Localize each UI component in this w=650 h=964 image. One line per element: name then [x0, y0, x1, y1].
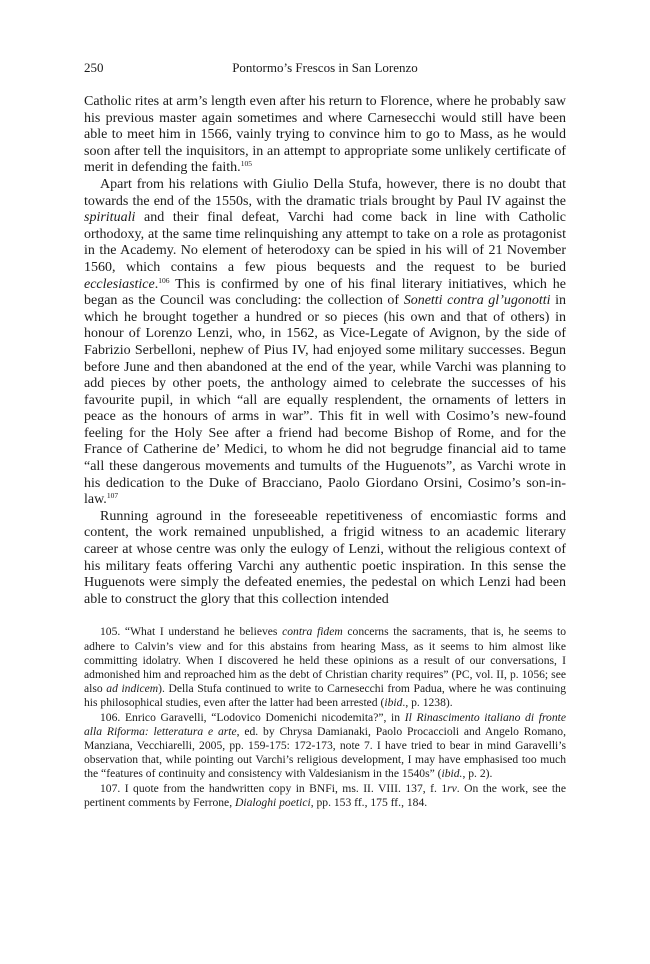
book-page [84, 60, 566, 810]
italic-spirituali: spirituali [84, 210, 136, 226]
italic-ibid: ibid [384, 696, 403, 710]
running-head [84, 60, 566, 78]
running-title: Pontormo’s Frescos in San Lorenzo [232, 60, 418, 75]
footnote-105-text-e: ). Della Stufa continued to write to Carnesecchi from Padua, where he was continuing his philosophical studies, even after the latter had been arrested ( [84, 682, 566, 710]
paragraph-2: Apart from his relations with Giulio Della Stufa, however, there is no doubt that towards the end of the 1550s, with the dramatic trials brought by Paul IV against the spirituali and their final defeat, Varchi had come back in line with Catholic orthodoxy, at the same time relinquishing any attempt to take on a role as protagonist in the Academy. No element of heterodoxy can be spied in his will of 21 November 1560, which contains a few pious bequests and the request to be buried ecclesiastice.$^{106}$ This is confirmed by one of his final literary initiatives, which he began as the Council was concluding: the collection of Sonetti contra gl’ugonotti in which he brought together a hundred or so pieces (his own and that of others) in honour of Lorenzo Lenzi, who, in 1562, as Vice-Legate of Avignon, by the side of Fabrizio Serbelloni, nephew of Pius IV, had enjoyed some military successes. Begun before June and then abandoned at the end of the year, while Varchi was planning to add pieces by other poets, the anthology aimed to celebrate the successes of his favourite pupil, in which “all are equally resplendent, the ornaments of letters in peace as the honours of arms in war”. This fit in well with Cosimo’s new-found feeling for the Holy See after a friend had become Bishop of Rome, and for the France of Catherine de’ Medici, to whom he did not begrudge financial aid to tame “all these dangerous movements and tumults of the Huguenots”, as Varchi wrote in his dedication to the Duke of Bracciano, Paolo Giordano Orsini, Cosimo’s son-in-law.$^{107}$ [84, 176, 567, 508]
footnote-105 [84, 625, 566, 710]
italic-ecclesiastice: ecclesiastice [84, 276, 155, 292]
paragraph-1-text: Catholic rites at arm’s length even after his return to Florence, where he probably saw his previous master again sometimes and where Carnesecchi would still have been able to meet him in 1566, vainly trying to convince him to go to Mass, as he would soon after tell the inquisitors, in an attempt to appropriate some unlikely certificate of merit in defending the faith. [84, 94, 566, 176]
footnote-106-text-c: , ed. by Chrysa Damianaki, Paolo Procaccioli and Angelo Romano, Manziana, Vecchiarelli, 2005, pp. 159-175: 172-173, note 7. I have tried to bear in mind Garavelli’s observation that, while pointing out Varchi’s religious development, I may have emphasised too much the “features of continuity and consistency with Valdesianism in the 1540s” ( [84, 724, 566, 781]
italic-ibid-2: ibid. [441, 767, 463, 781]
footnote-106-text-e: , p. 2). [462, 767, 493, 781]
italic-book-title: Il Rinascimento italiano di fronte alla Riforma: letteratura e arte [84, 710, 567, 738]
footnote-105-text-c: concerns the sacraments, that is, he seems to adhere to Calvin’s view and for this abstains from hearing Mass, as it seems to him almost like committing idolatry. When I discovered he held these opinions as a result of our conversations, I admonished him and reproached him as the debt of Christian charity requires” (PC, vol. II, p. 1056; see also [84, 625, 567, 696]
footnote-107-text-e: , pp. 153 ff., 175 ff., 184. [310, 795, 428, 809]
italic-dialoghi-poetici: Dialoghi poetici [235, 795, 311, 809]
paragraph-3 [84, 509, 566, 609]
footnote-107-text-c: . On the work, see the pertinent comments by Ferrone, [84, 781, 566, 809]
footnote-105-text-g: ., p. 1238). [402, 696, 453, 710]
footnote-107 [84, 782, 566, 810]
footnotes [84, 625, 566, 810]
italic-rv: rv [447, 781, 457, 795]
paragraph-2-text-a: Apart from his relations with Giulio Della Stufa, however, there is no doubt that towards the end of the 1550s, with the dramatic trials brought by Paul IV against the [84, 176, 566, 209]
page-number: 250 [84, 60, 104, 75]
footnote-105-text-a: 105. “What I understand he believes [100, 625, 283, 639]
paragraph-2-text-e: This is confirmed by one of his final literary initiatives, which he began as the Council was concluding: the collection of [84, 276, 566, 309]
note-ref-106: 106 [158, 275, 170, 285]
italic-contra-fidem: contra fidem [282, 625, 343, 639]
note-ref-105: 105 [240, 159, 252, 169]
paragraph-3-text: Running aground in the foreseeable repetitiveness of encomiastic forms and content, the work remained unpublished, a frigid witness to an academic literary career at whose centre was only the eulogy of Lenzi, without the religious context of his military feats offering Varchi any authentic poetic inspiration. In this sense the Huguenots were simply the defeated enemies, the pedestal on which Lenzi had been able to construct the glory that this collection intended [84, 508, 566, 607]
footnote-107-text-a: 107. I quote from the handwritten copy in BNFi, ms. II. VIII. 137, f. 1 [100, 781, 448, 795]
paragraph-2-text-g: in which he brought together a hundred or so pieces (his own and that of others) in honour of Lorenzo Lenzi, who, in 1562, as Vice-Legate of Avignon, by the side of Fabrizio Serbelloni, nephew of Pius IV, had enjoyed some military successes. Begun before June and then abandoned at the end of the year, while Varchi was planning to add pieces by other poets, the anthology aimed to celebrate the successes of his favourite pupil, in which “all are equally resplendent, the ornaments of letters in peace as the honours of arms in war”. This fit in well with Cosimo’s new-found feeling for the Holy See after a friend had become Bishop of Rome, and for the France of Catherine de’ Medici, to whom he did not begrudge financial aid to tame “all these dangerous movements and tumults of the Huguenots”, as Varchi wrote in his dedication to the Duke of Bracciano, Paolo Giordano Orsini, Cosimo’s son-in-law. [84, 293, 567, 508]
note-ref-107: 107 [106, 491, 119, 501]
footnote-106 [84, 711, 566, 782]
paragraph-1 [84, 94, 566, 177]
body-text [84, 94, 566, 608]
italic-sonetti-title: Sonetti contra gl’ugonotti [403, 293, 551, 309]
italic-ad-indicem: ad indicem [106, 682, 159, 696]
paragraph-2-text-c: and their final defeat, Varchi had come back in line with Catholic orthodoxy, at the same time relinquishing any attempt to take on a role as protagonist in the Academy. No element of heterodoxy can be spied in his will of 21 November 1560, which contains a few pious bequests and the request to be buried [84, 210, 566, 275]
footnote-106-text-a: 106. Enrico Garavelli, “Lodovico Domenichi nicodemita?”, in [100, 710, 405, 724]
